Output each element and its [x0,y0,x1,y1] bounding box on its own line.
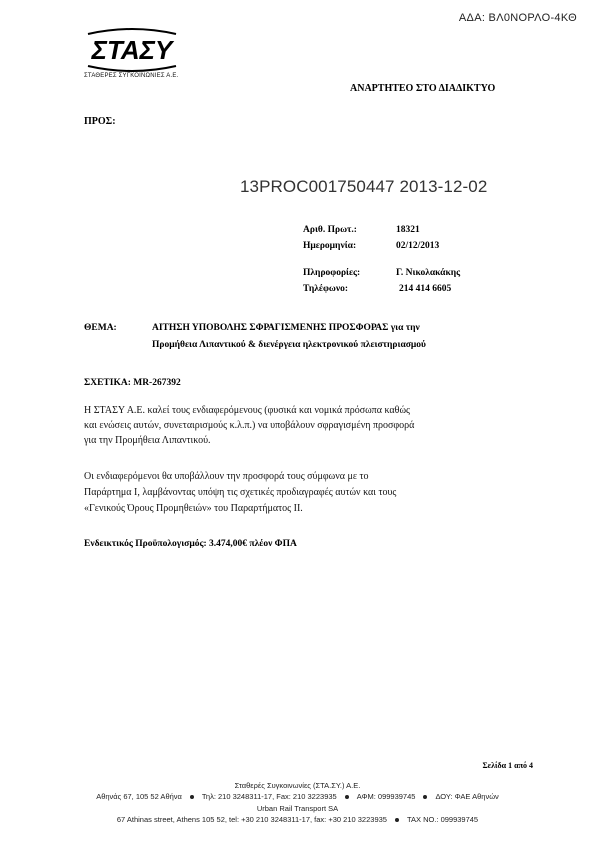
bullet-icon [395,818,399,822]
budget-estimate: Ενδεικτικός Προϋπολογισμός: 3.474,00€ πλέον ΦΠΑ [84,539,297,549]
posted-online-note: ΑΝΑΡΤΗΤΕΟ ΣΤΟ ΔΙΑΔΙΚΤΥΟ [350,83,496,94]
date-value: 02/12/2013 [396,241,440,251]
footer-phones-gr: Τηλ: 210 3248311-17, Fax: 210 3223935 [201,792,337,801]
phone-label: Τηλέφωνο: [303,284,348,294]
footer-company-en: Urban Rail Transport SA [256,804,339,813]
logo-text: ΣΤΑΣΥ [91,35,173,65]
footer-line-gr [0,792,595,801]
subject-label: ΘΕΜΑ: [84,323,117,333]
footer-address-en: 67 Athinas street, Athens 105 52, tel: +30 210 3248311-17, fax: +30 210 3223935 [116,815,387,824]
bullet-icon [190,795,194,799]
footer-afm: ΑΦΜ: 099939745 [356,792,416,801]
page-number: Σελίδα 1 από 4 [482,761,533,770]
paragraph-2-line-2: Παράρτημα Ι, λαμβάνοντας υπόψη τις σχετικές προδιαγραφές αυτών και τους [84,487,397,498]
protocol-code: 13PROC001750447 2013-12-02 [240,177,488,196]
protocol-number-value: 18321 [396,225,420,235]
footer-tax-no: TAX NO.: 099939745 [406,815,479,824]
logo-subtitle: ΣΤΑΘΕΡΕΣ ΣΥΓΚΟΙΝΩΝΙΕΣ Α.Ε. [84,73,179,79]
paragraph-1-line-2: και ενώσεις αυτών, συνεταιρισμούς κ.λ.π.) να υποβάλουν σφραγισμένη προσφορά [84,420,415,431]
bullet-icon [423,795,427,799]
protocol-number-label: Αριθ. Πρωτ.: [303,225,357,235]
contact-value: Γ. Νικολακάκης [396,268,461,278]
footer-line-en [0,815,595,824]
paragraph-2-line-1: Οι ενδιαφερόμενοι θα υποβάλλουν την προσφορά τους σύμφωνα με το [84,471,369,482]
subject-line-1: ΑΙΤΗΣΗ ΥΠΟΒΟΛΗΣ ΣΦΡΑΓΙΣΜΕΝΗΣ ΠΡΟΣΦΟΡΑΣ για την [152,323,420,333]
date-label: Ημερομηνία: [303,241,357,251]
footer-company-gr: Σταθερές Συγκοινωνίες (ΣΤΑ.ΣΥ.) Α.Ε. [234,781,361,790]
phone-value: 214 414 6605 [399,284,452,294]
paragraph-2-line-3: «Γενικούς Όρους Προμηθειών» του Παραρτήματος ΙΙ. [84,503,303,514]
bullet-icon [345,795,349,799]
footer-doy: ΔΟΥ: ΦΑΕ Αθηνών [435,792,499,801]
paragraph-1-line-3: για την Προμήθεια Λιπαντικού. [84,435,211,446]
paragraph-1-line-1: Η ΣΤΑΣΥ Α.Ε. καλεί τους ενδιαφερόμενους (φυσικά και νομικά πρόσωπα καθώς [84,405,410,416]
ada-code: ΑΔΑ: ΒΛ0ΝΟΡΛΟ-4ΚΘ [458,12,577,24]
related-reference: ΣΧΕΤΙΚΑ: MR-267392 [84,378,181,388]
subject-line-2: Προμήθεια Λιπαντικού & διενέργεια ηλεκτρονικού πλειστηριασμού [152,340,426,350]
recipient-label: ΠΡΟΣ: [84,116,116,127]
footer-address-gr: Αθηνάς 67, 105 52 Αθήνα [96,792,182,801]
stasy-logo [82,26,182,72]
contact-label: Πληροφορίες: [303,268,361,278]
